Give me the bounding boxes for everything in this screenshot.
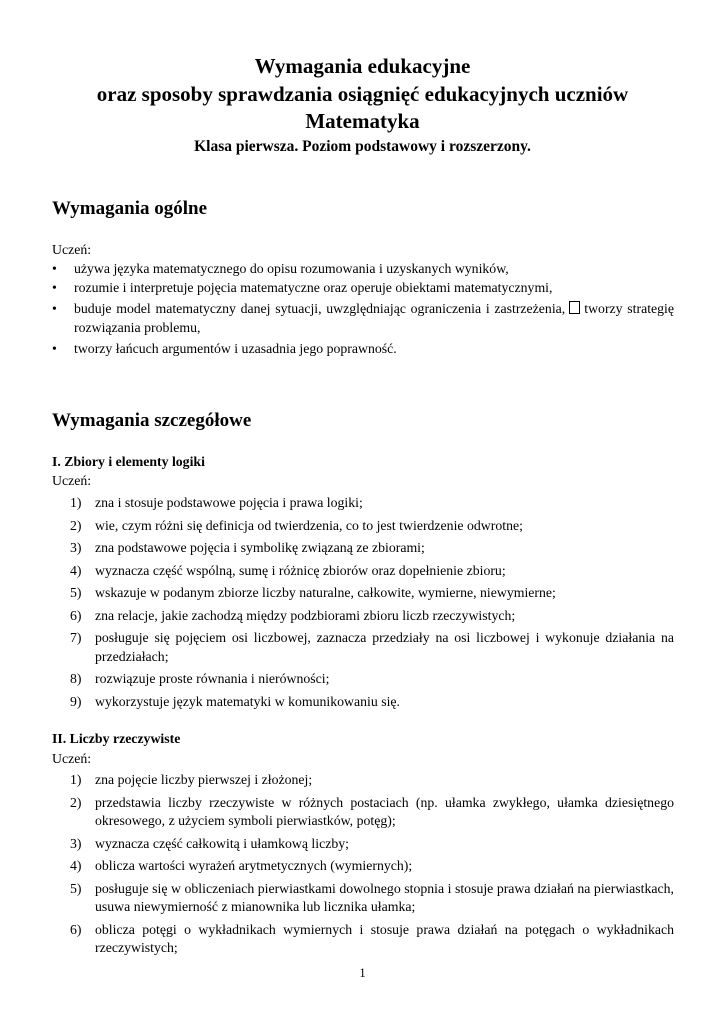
section1-list: [52, 494, 674, 715]
section2-list: [52, 771, 674, 962]
list-item: 5) posługuje się w obliczeniach pierwiastkami dowolnego stopnia i stosuje prawa działań na pierwiastkach, usuwa niewymierność z mianownika lub licznika ułamka;: [70, 880, 674, 914]
section-title-1: I. Zbiory i elementy logiki: [52, 454, 205, 469]
general-heading: Wymagania ogólne: [52, 198, 207, 219]
list-item: 1) zna pojęcie liczby pierwszej i złożonej;: [70, 772, 313, 787]
list-item: • rozumie i interpretuje pojęcia matematyczne oraz operuje obiektami matematycznymi,: [52, 279, 553, 295]
list-item: 4) wyznacza część wspólną, sumę i różnicę zbiorów oraz dopełnienie zbioru;: [70, 562, 506, 578]
list-item: 3) wyznacza część całkowitą i ułamkową liczby;: [70, 835, 349, 851]
list-item: 3) zna podstawowe pojęcia i symbolikę związaną ze zbiorami;: [70, 540, 425, 555]
title-block: [0, 52, 725, 158]
section1-intro: Uczeń:: [52, 473, 92, 488]
list-item: 7) posługuje się pojęciem osi liczbowej, zaznacza przedziały na osi liczbowej i wykonuje działania na przedziałach;: [70, 630, 674, 664]
detailed-heading: Wymagania szczegółowe: [52, 410, 252, 431]
section2-intro: Uczeń:: [52, 751, 92, 766]
missing-glyph-icon: [569, 301, 580, 314]
list-item: 6) oblicza potęgi o wykładnikach wymiernych i stosuje prawa działań na potęgach o wykładnikach rzeczywistych;: [70, 921, 674, 955]
list-item: • używa języka matematycznego do opisu rozumowania i uzyskanych wyników,: [52, 261, 509, 276]
list-item: 9) wykorzystuje język matematyki w komunikowaniu się.: [70, 693, 401, 709]
list-item: 2) przedstawia liczby rzeczywiste w różnych postaciach (np. ułamka zwykłego, ułamka dziesiętnego okresowego, z użyciem symboli pierwiastków, potęg);: [70, 794, 674, 828]
subject-title: Matematyka: [305, 109, 420, 133]
list-item: 1) zna i stosuje podstawowe pojęcia i prawa logiki;: [70, 495, 363, 510]
list-item: • buduje model matematyczny danej sytuacji, uwzględniając ograniczenia i zastrzeżenia, tworzy strategię rozwiązania problemu,: [52, 301, 675, 335]
list-item: 2) wie, czym różni się definicja od twierdzenia, co to jest twierdzenie odwrotne;: [70, 517, 523, 533]
list-item: 5) wskazuje w podanym zbiorze liczby naturalne, całkowite, wymierne, niewymierne;: [70, 585, 556, 600]
page-number: 1: [359, 966, 366, 980]
section-title-2: II. Liczby rzeczywiste: [52, 731, 181, 746]
general-list: [52, 260, 674, 359]
list-item: • tworzy łańcuch argumentów i uzasadnia jego poprawność.: [52, 341, 397, 356]
list-item: 6) zna relacje, jakie zachodzą między podzbiorami zbioru liczb rzeczywistych;: [70, 607, 516, 623]
list-item: 4) oblicza wartości wyrażeń arytmetycznych (wymiernych);: [70, 858, 413, 873]
doc-title: Wymagania edukacyjne: [254, 54, 471, 78]
class-level: Klasa pierwsza. Poziom podstawowy i rozszerzony.: [194, 138, 531, 155]
list-item: 8) rozwiązuje proste równania i nierówności;: [70, 671, 330, 686]
doc-subtitle: oraz sposoby sprawdzania osiągnięć edukacyjnych uczniów: [96, 82, 629, 106]
general-intro: Uczeń:: [52, 242, 92, 257]
